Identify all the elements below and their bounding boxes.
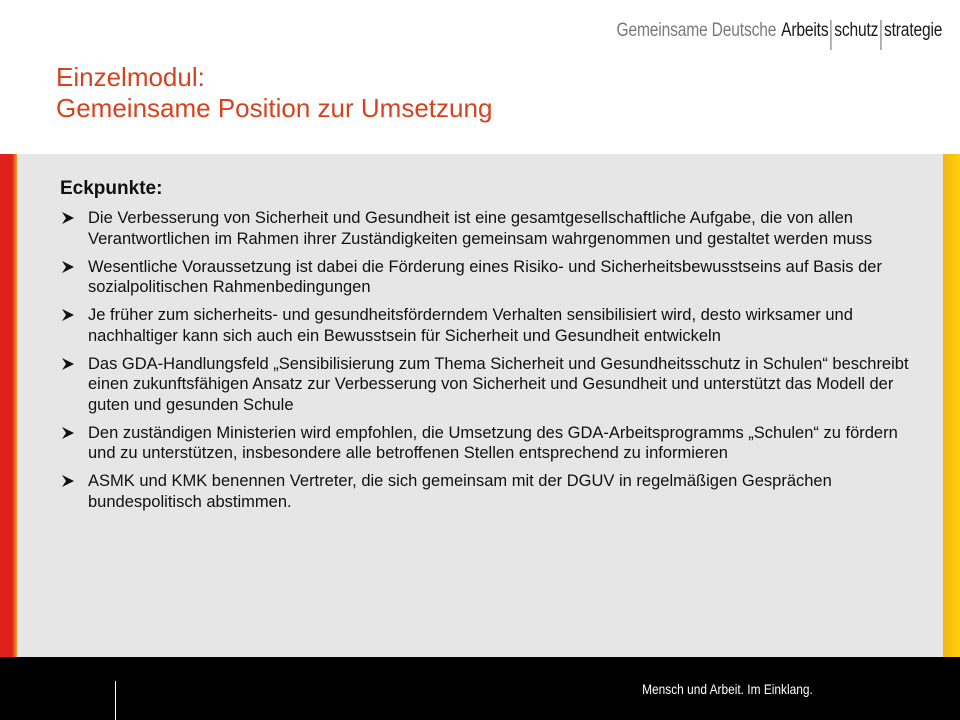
content-heading: Eckpunkte: bbox=[60, 178, 163, 199]
footer-claim: Mensch und Arbeit. Im Einklang. bbox=[642, 681, 813, 697]
bullet-text: Das GDA-Handlungsfeld „Sensibilisierung zum Thema Sicherheit und Gesundheitsschutz in Schulen“ beschreibt einen zukunftsfähigen Ansatz zur Verbesserung von Sicherheit und Gesundheit und unterstützt das Modell der guten und gesunden Schule bbox=[88, 354, 909, 414]
footer-bar bbox=[0, 657, 960, 720]
bullet-text: Den zuständigen Ministerien wird empfohlen, die Umsetzung des GDA-Arbeitsprogramms „Schulen“ zu fördern und zu unterstützen, insbesondere alle betroffenen Stellen entsprechend zu informieren bbox=[88, 423, 898, 462]
content-area bbox=[60, 178, 916, 520]
bullet-item bbox=[60, 471, 916, 512]
logo-separator bbox=[880, 20, 881, 50]
logo-text-gemeinsame-deutsche: Gemeinsame Deutsche bbox=[616, 20, 776, 41]
logo-text-arbeits: Arbeits bbox=[780, 20, 829, 41]
bullet-text: Wesentliche Voraussetzung ist dabei die Förderung eines Risiko- und Sicherheitsbewusstseins auf Basis der sozialpolitischen Rahmenbedingungen bbox=[88, 257, 882, 296]
bullet-list bbox=[60, 208, 916, 512]
arrowhead-bullet-icon bbox=[60, 425, 76, 441]
bullet-item bbox=[60, 208, 916, 249]
logo-text-strategie: strategie bbox=[883, 20, 942, 41]
arrowhead-bullet-icon bbox=[60, 210, 76, 226]
slide-title-line-1: Einzelmodul: bbox=[56, 62, 205, 92]
footer-divider-line bbox=[115, 681, 116, 720]
logo-text-schutz: schutz bbox=[833, 20, 878, 41]
gda-logo bbox=[616, 16, 942, 46]
arrowhead-bullet-icon bbox=[60, 356, 76, 372]
logo-separator bbox=[831, 20, 832, 50]
slide-title-line-2: Gemeinsame Position zur Umsetzung bbox=[56, 93, 493, 123]
bullet-item bbox=[60, 257, 916, 298]
arrowhead-bullet-icon bbox=[60, 473, 76, 489]
bullet-text: Je früher zum sicherheits- und gesundheitsförderndem Verhalten sensibilisiert wird, desto wirksamer und nachhaltiger kann sich auch ein Bewusstsein für Sicherheit und Gesundheit entwickeln bbox=[88, 306, 853, 345]
bullet-text: Die Verbesserung von Sicherheit und Gesundheit ist eine gesamtgesellschaftliche Aufgabe, die von allen Verantwortlichen im Rahmen ihrer Zuständigkeiten gemeinsam wahrgenommen und gestaltet werden muss bbox=[88, 209, 873, 248]
right-color-stripe bbox=[943, 154, 960, 657]
bullet-text: ASMK und KMK benennen Vertreter, die sich gemeinsam mit der DGUV in regelmäßigen Gesprächen bundespolitisch abstimmen. bbox=[88, 472, 832, 511]
arrowhead-bullet-icon bbox=[60, 259, 76, 275]
arrowhead-bullet-icon bbox=[60, 307, 76, 323]
left-color-stripe bbox=[0, 154, 17, 657]
bullet-item bbox=[60, 354, 916, 416]
slide-title bbox=[56, 62, 492, 124]
bullet-item bbox=[60, 305, 916, 346]
bullet-item bbox=[60, 423, 916, 464]
